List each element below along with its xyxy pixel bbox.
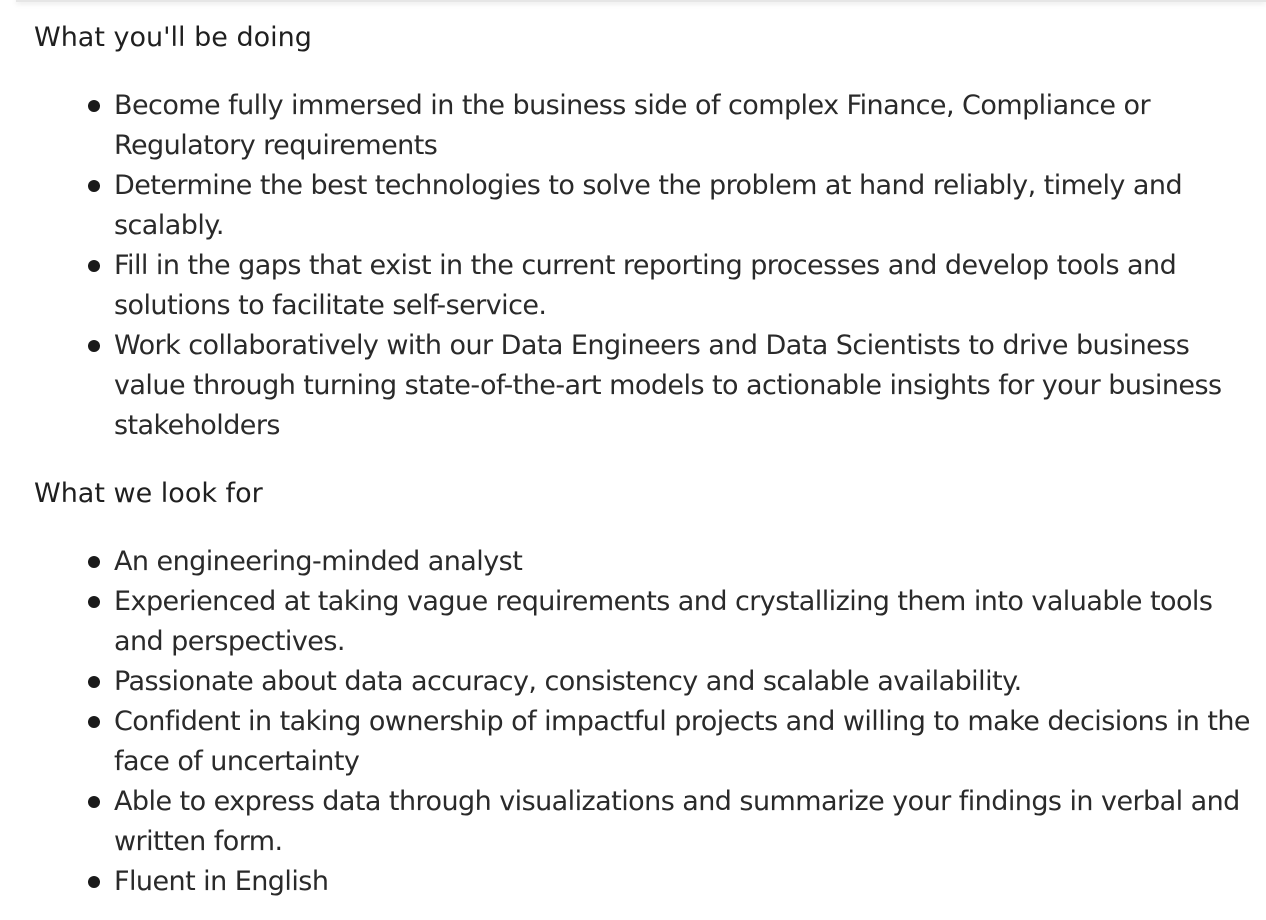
bullet-icon <box>88 796 100 808</box>
section-heading-look-for: What we look for <box>34 478 263 509</box>
list-item: An engineering-minded analyst <box>34 542 1254 582</box>
list-item: Able to express data through visualizations and summarize your findings in verbal and written form. <box>34 782 1254 862</box>
list-item: Confident in taking ownership of impactful projects and willing to make decisions in the face of uncertainty <box>34 702 1254 782</box>
bullet-icon <box>88 596 100 608</box>
bullet-icon <box>88 340 100 352</box>
bullet-icon <box>88 100 100 112</box>
doing-list <box>34 86 1254 446</box>
section-heading-doing: What you'll be doing <box>34 22 312 53</box>
list-item: Fluent in English <box>34 862 1254 902</box>
list-item: Fill in the gaps that exist in the current reporting processes and develop tools and solutions to facilitate self-service. <box>34 246 1254 326</box>
bullet-icon <box>88 556 100 568</box>
list-item: Passionate about data accuracy, consistency and scalable availability. <box>34 662 1254 702</box>
list-item: Become fully immersed in the business side of complex Finance, Compliance or Regulatory requirements <box>34 86 1254 166</box>
look-for-list <box>34 542 1254 902</box>
bullet-icon <box>88 180 100 192</box>
list-item: Work collaboratively with our Data Engineers and Data Scientists to drive business value through turning state-of-the-art models to actionable insights for your business stakeholders <box>34 326 1254 446</box>
bullet-icon <box>88 676 100 688</box>
top-bar-edge <box>16 0 1266 2</box>
bullet-icon <box>88 260 100 272</box>
bullet-icon <box>88 716 100 728</box>
list-item: Experienced at taking vague requirements and crystallizing them into valuable tools and perspectives. <box>34 582 1254 662</box>
bullet-icon <box>88 876 100 888</box>
list-item: Determine the best technologies to solve the problem at hand reliably, timely and scalably. <box>34 166 1254 246</box>
